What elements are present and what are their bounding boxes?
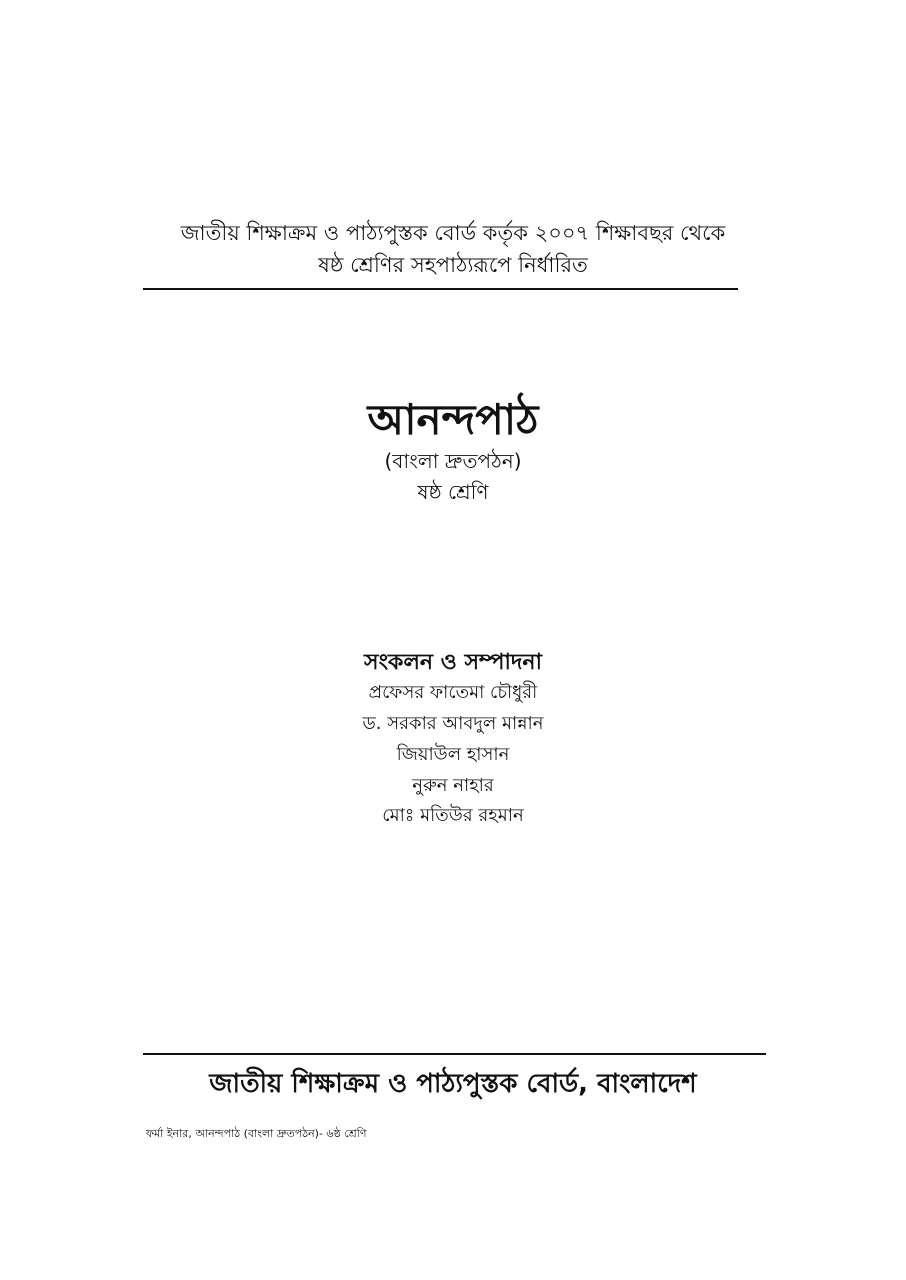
book-title: আনন্দপাঠ (367, 395, 539, 444)
footnote: ফর্মা ইনার, আনন্দপাঠ (বাংলা দ্রুতপঠন)- ৬ষ্ঠ শ্রেণি (146, 1127, 367, 1140)
editor-name: নুরুন নাহার (412, 775, 494, 796)
editors-heading: সংকলন ও সম্পাদনা (364, 650, 542, 675)
header-line-2: ষষ্ঠ শ্রেণির সহপাঠ্যরূপে নির্ধারিত (318, 253, 588, 277)
bottom-divider (143, 1053, 766, 1055)
book-grade: ষষ্ঠ শ্রেণি (417, 480, 489, 504)
editor-name: মোঃ মতিউর রহমান (382, 805, 524, 826)
top-divider (143, 288, 738, 290)
editor-name: জিয়াউল হাসান (396, 744, 510, 765)
book-subtitle: (বাংলা দ্রুতপঠন) (384, 449, 522, 473)
editor-name: প্রফেসর ফাতেমা চৌধুরী (368, 682, 538, 703)
editor-name: ড. সরকার আবদুল মান্নান (362, 713, 544, 734)
header-line-1: জাতীয় শিক্ষাক্রম ও পাঠ্যপুস্তক বোর্ড কর্তৃক ২০০৭ শিক্ষাবছর থেকে (180, 221, 726, 245)
publisher-name: জাতীয় শিক্ষাক্রম ও পাঠ্যপুস্তক বোর্ড, বাংলাদেশ (209, 1069, 697, 1099)
